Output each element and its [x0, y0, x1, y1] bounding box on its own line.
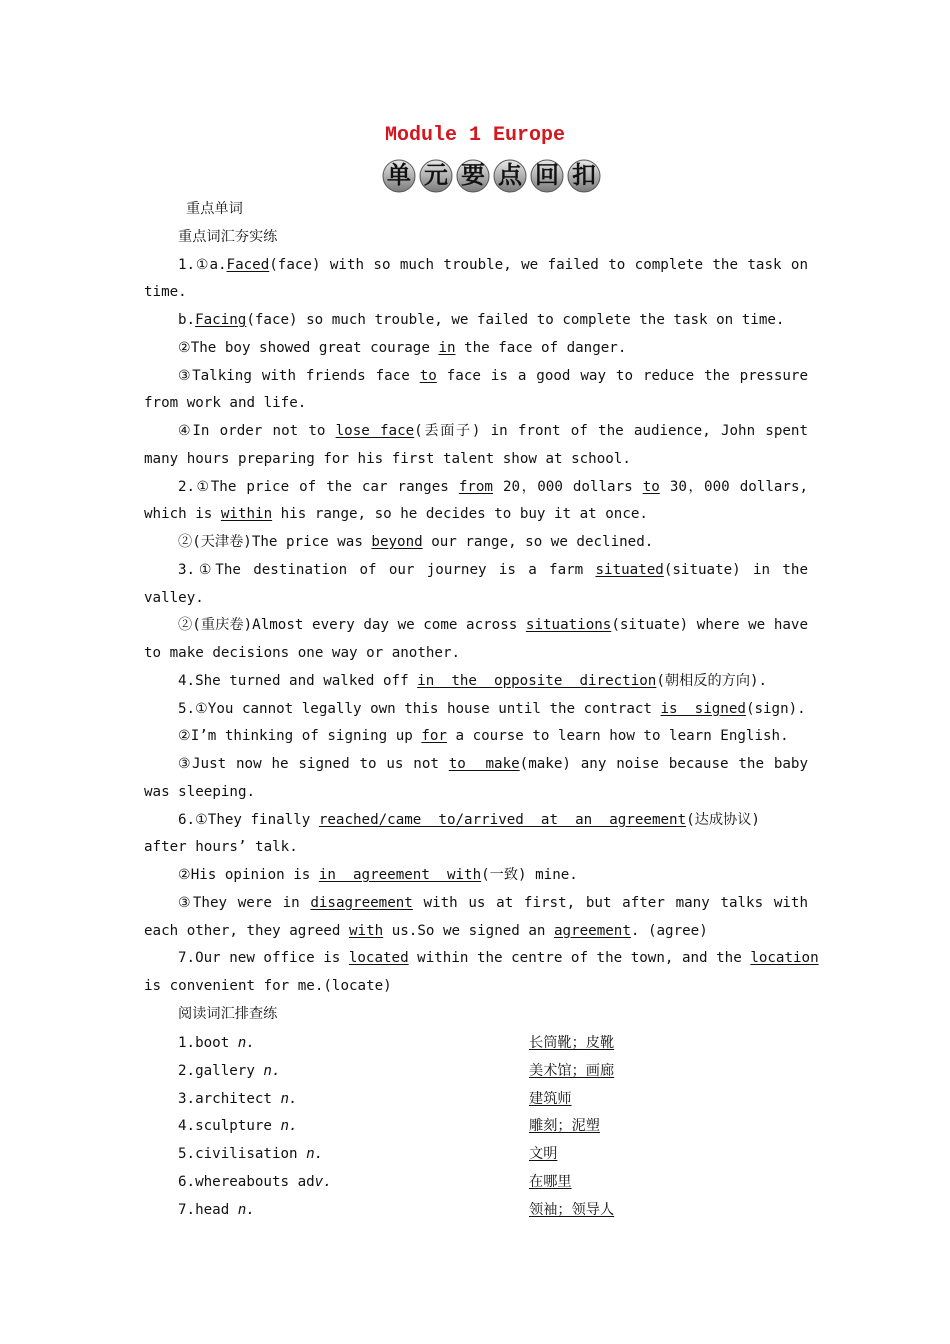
module-title: Module 1 Europe: [384, 124, 566, 147]
vocab-meaning: 文明: [529, 1146, 558, 1162]
exercise-line: many hours preparing for his first talent show at school.: [144, 450, 631, 467]
vocab-row: [178, 1113, 658, 1141]
exercise-line: 7.Our new office is located within the centre of the town, and the location: [178, 950, 819, 967]
vocab-word: 3.architect n.: [178, 1090, 298, 1107]
vocab-word: 1.boot n.: [178, 1035, 255, 1051]
exercise-line: 4.She turned and walked off in the opposite direction(朝相反的方向).: [178, 672, 768, 689]
exercise-line: was sleeping.: [144, 783, 256, 800]
exercise-line: after hours’ talk.: [144, 839, 298, 856]
unit-banner: [380, 155, 606, 195]
vocab-meaning: 雕刻；泥塑: [529, 1118, 600, 1135]
exercise-line: ③Talking with friends face to face is a good way to reduce the pressure: [178, 367, 808, 384]
exercise-line: 1.①a.Faced(face) with so much trouble, we failed to complete the task on: [178, 256, 808, 273]
vocab-row: [178, 1169, 658, 1197]
exercise-line: which is within his range, so he decides to buy it at once.: [144, 506, 648, 523]
vocab-meaning: 美术馆；画廊: [529, 1062, 615, 1079]
exercise-line: 5.①You cannot legally own this house until the contract is signed(sign).: [178, 700, 806, 717]
exercise-line: 2.①The price of the car ranges from 20，000 dollars to 30，000 dollars,: [178, 478, 809, 495]
vocab-meaning: 领袖；领导人: [529, 1201, 615, 1218]
exercise-line: each other, they agreed with us.So we signed an agreement. (agree): [144, 922, 708, 939]
banner-char: 回: [535, 161, 559, 189]
exercise-line: ②His opinion is in agreement with(一致) mine.: [178, 867, 578, 883]
exercise-line: ③Just now he signed to us not to make(make) any noise because the baby: [178, 756, 808, 772]
vocab-word: 7.head n.: [178, 1201, 255, 1218]
exercise-line: b.Facing(face) so much trouble, we failed to complete the task on time.: [178, 312, 785, 328]
banner-char: 扣: [572, 161, 596, 189]
exercise-line: ③They were in disagreement with us at first, but after many talks with: [178, 894, 808, 911]
exercise-line: valley.: [144, 589, 204, 606]
exercise-line: is convenient for me.(locate): [144, 978, 392, 994]
vocab-list: [178, 1030, 658, 1224]
vocab-row: [178, 1141, 658, 1169]
vocab-word: 5.civilisation n.: [178, 1146, 324, 1162]
vocab-meaning: 在哪里: [529, 1173, 572, 1190]
banner-char: 要: [461, 161, 485, 189]
exercise-line: 6.①They finally reached/came to/arrived at an agreement(达成协议): [178, 811, 760, 828]
section-heading: 阅读词汇排查练: [178, 1005, 278, 1022]
exercise-line: ④In order not to lose face(丢面子) in front of the audience, John spent: [178, 423, 809, 439]
exercise-line: from work and life.: [144, 395, 307, 412]
exercise-line: 3.①The destination of our journey is a farm situated(situate) in the: [178, 561, 808, 578]
section-heading: 重点单词: [186, 201, 243, 217]
vocab-row: [178, 1058, 658, 1086]
vocab-meaning: 建筑师: [529, 1090, 572, 1107]
banner-char: 单: [387, 161, 411, 189]
vocab-row: [178, 1197, 658, 1225]
section-heading: 重点词汇夯实练: [178, 228, 278, 245]
exercise-line: ②I’m thinking of signing up for a course to learn how to learn English.: [178, 728, 789, 745]
vocab-word: 6.whereabouts adv.: [178, 1173, 332, 1190]
exercise-text: [144, 196, 819, 1029]
exercise-line: ②The boy showed great courage in the face of danger.: [178, 339, 627, 356]
vocab-word: 2.gallery n.: [178, 1062, 281, 1079]
banner-circles: [383, 160, 600, 192]
exercise-line: time.: [144, 284, 187, 301]
vocab-row: [178, 1086, 658, 1114]
vocab-word: 4.sculpture n.: [178, 1118, 298, 1135]
exercise-line: ②(天津卷)The price was beyond our range, so we declined.: [178, 534, 654, 550]
exercise-line: to make decisions one way or another.: [144, 645, 461, 661]
vocab-row: [178, 1030, 658, 1058]
exercise-line: ②(重庆卷)Almost every day we come across situations(situate) where we have: [178, 617, 808, 634]
vocab-meaning: 长筒靴；皮靴: [529, 1035, 615, 1051]
banner-char: 点: [498, 161, 522, 189]
banner-char: 元: [424, 161, 448, 189]
